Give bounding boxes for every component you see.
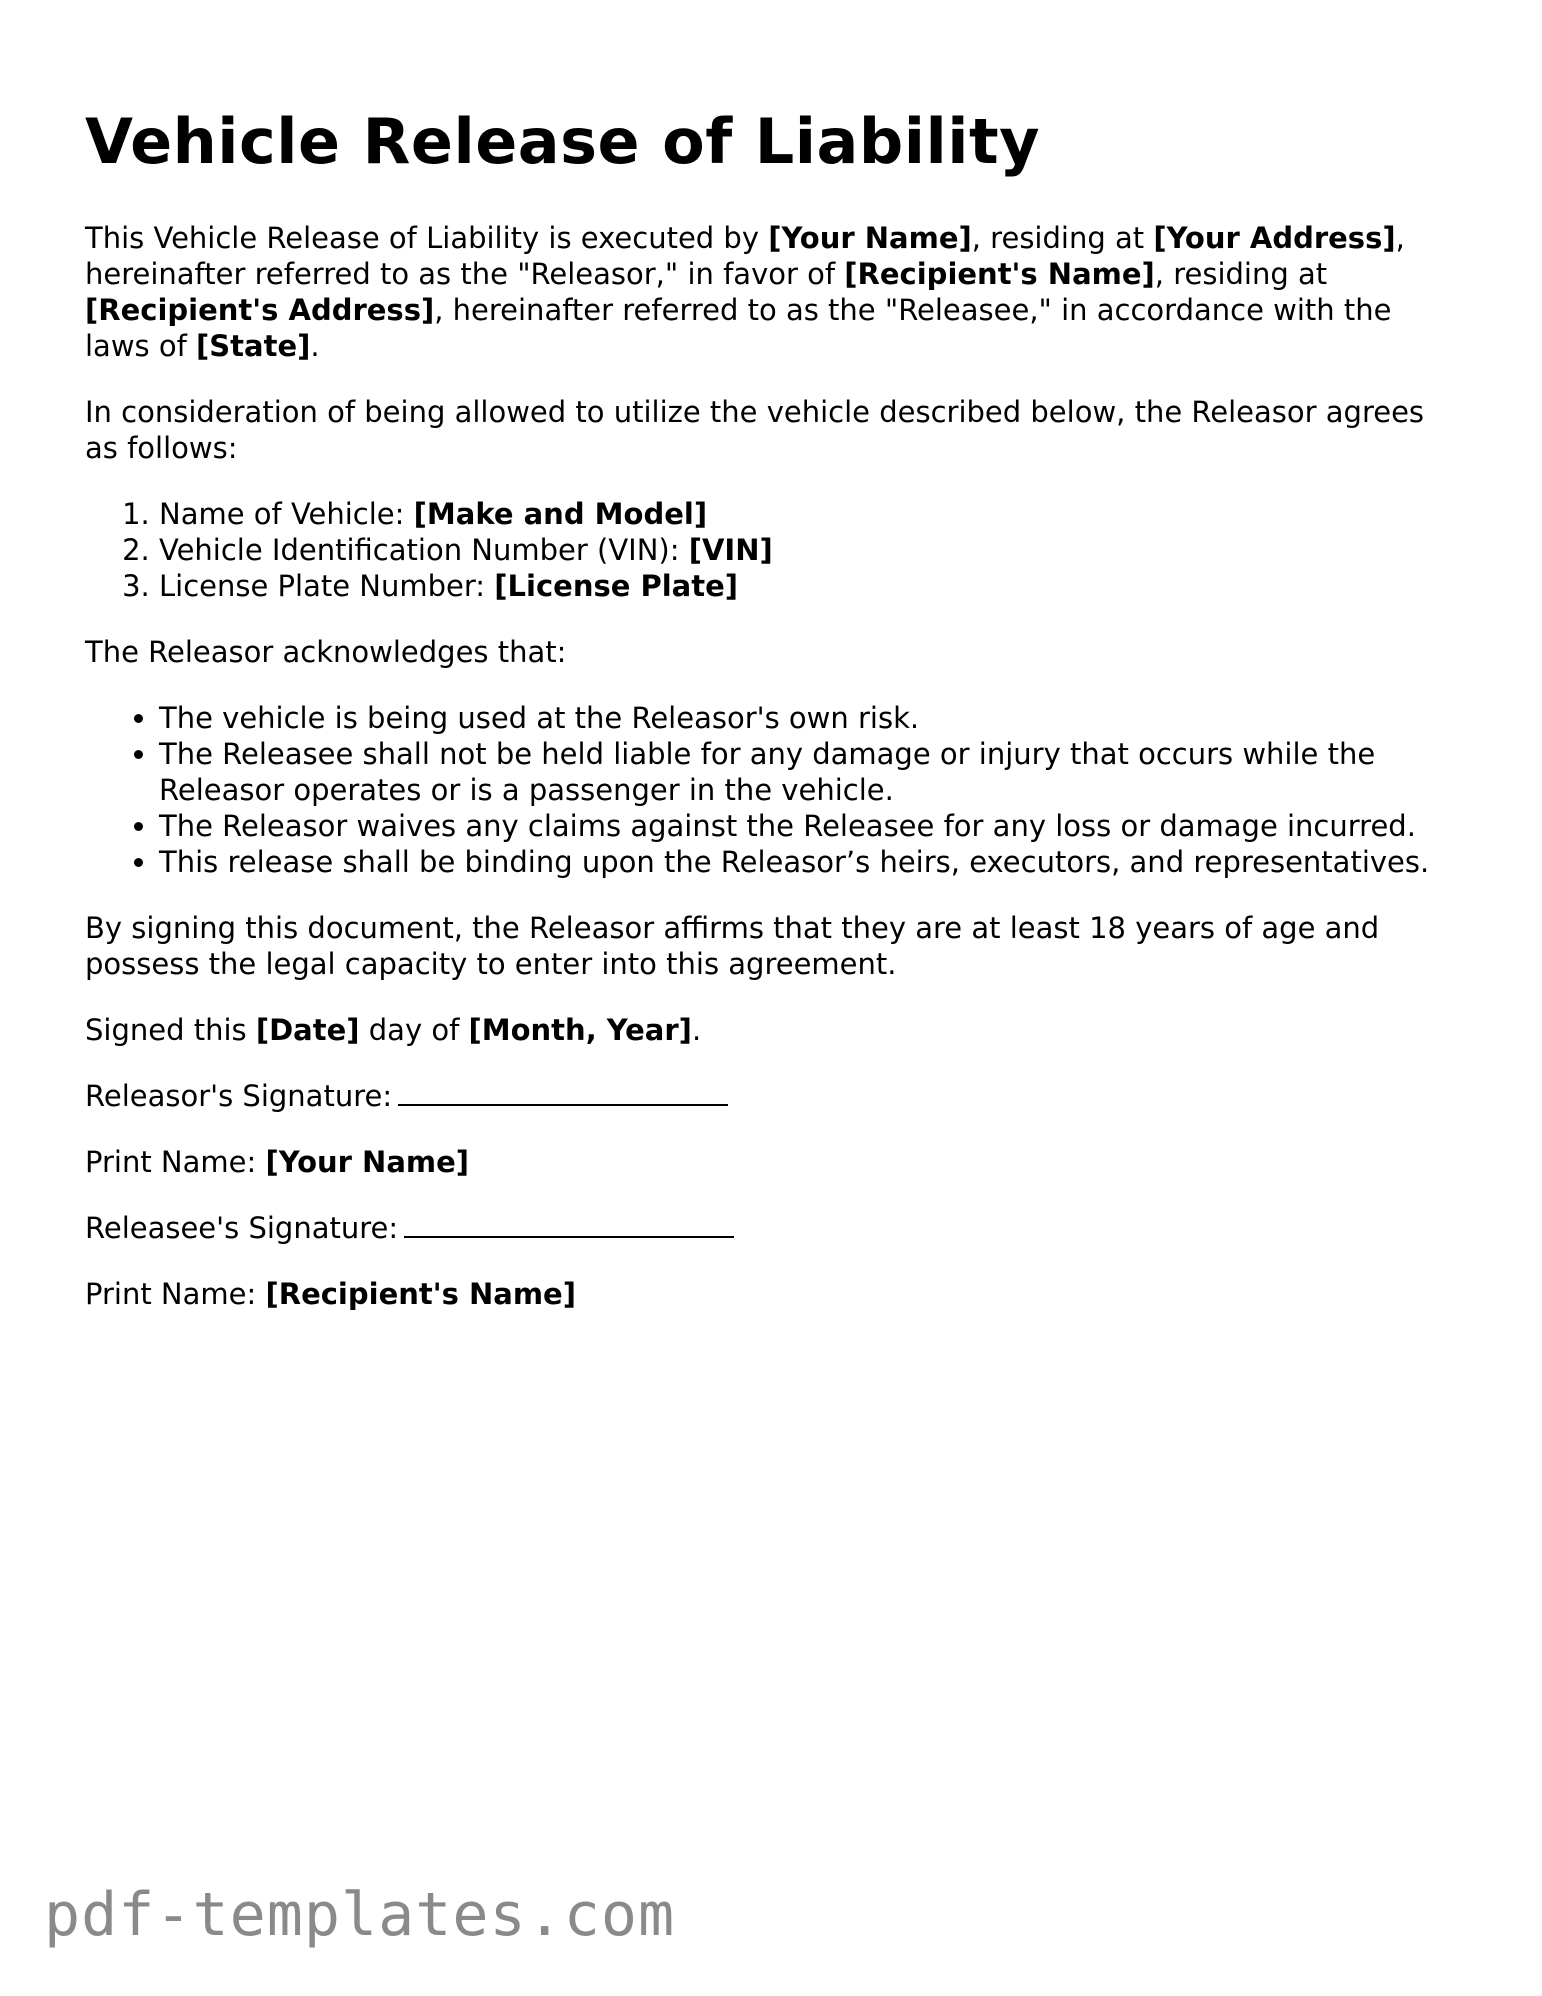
vehicle-details-list: [85, 496, 1465, 604]
list-item: • This release shall be binding upon the Releasor’s heirs, executors, and representatives.: [159, 844, 1465, 880]
affirmation-paragraph: By signing this document, the Releasor affirms that they are at least 18 years of age and possess the legal capacity to enter into this agreement.: [85, 911, 1380, 982]
print-name-releasee: [85, 1276, 1465, 1312]
print-name-value: [Your Name]: [265, 1145, 470, 1180]
releasee-signature-line: [85, 1210, 1465, 1246]
signed-text-1: Signed this: [85, 1013, 256, 1048]
list-item: • The Releasee shall not be held liable for any damage or injury that occurs while the Releasor operates or is a passenger in the vehicle.: [159, 736, 1465, 808]
watermark: pdf-templates.com: [44, 1880, 676, 1950]
vin-value: [VIN]: [688, 533, 773, 568]
intro-text-1: This Vehicle Release of Liability is executed by: [85, 221, 769, 256]
list-item: [159, 568, 1465, 604]
acknowledgement-list: [85, 700, 1465, 880]
releasee-signature-field[interactable]: [404, 1212, 734, 1238]
signed-text-2: day of: [359, 1013, 469, 1048]
vehicle-name-label: Name of Vehicle:: [159, 497, 414, 532]
releasor-signature-line: [85, 1078, 1465, 1114]
intro-text-2: , residing at: [971, 221, 1154, 256]
print-name-value: [Recipient's Name]: [265, 1277, 576, 1312]
intro-your-name: [Your Name]: [768, 221, 972, 256]
license-plate-value: [License Plate]: [494, 569, 739, 604]
signed-text-3: .: [691, 1013, 702, 1048]
intro-text-6: .: [310, 329, 320, 364]
intro-recipient-address: [Recipient's Address]: [85, 293, 435, 328]
license-plate-label: License Plate Number:: [159, 569, 495, 604]
print-name-releasor: [85, 1144, 1465, 1180]
vin-label: Vehicle Identification Number (VIN):: [159, 533, 689, 568]
list-item: [159, 532, 1465, 568]
list-item: • The vehicle is being used at the Releasor's own risk.: [159, 700, 1465, 736]
print-name-label: Print Name:: [85, 1145, 266, 1180]
intro-text-5: , hereinafter referred to as the "Releasee," in accordance with the laws of: [85, 293, 1392, 364]
intro-your-address: [Your Address]: [1153, 221, 1396, 256]
intro-text-3: , hereinafter referred to as the "Releasor," in favor of: [85, 221, 1405, 292]
document-title: Vehicle Release of Liability: [85, 105, 1041, 178]
signed-month-year: [Month, Year]: [468, 1013, 692, 1048]
signed-date-line: [85, 1012, 1465, 1048]
vehicle-name-value: [Make and Model]: [413, 497, 708, 532]
list-item: • The Releasor waives any claims against the Releasee for any loss or damage incurred.: [159, 808, 1465, 844]
releasor-signature-label: Releasor's Signature:: [85, 1079, 393, 1114]
intro-paragraph: [85, 220, 1465, 364]
document-page: [85, 105, 1465, 1342]
intro-recipient-name: [Recipient's Name]: [844, 257, 1155, 292]
signed-date: [Date]: [255, 1013, 360, 1048]
releasee-signature-label: Releasee's Signature:: [85, 1211, 399, 1246]
intro-text-4: , residing at: [1154, 257, 1328, 292]
consideration-paragraph: In consideration of being allowed to utilize the vehicle described below, the Releasor agrees as follows:: [85, 395, 1425, 466]
print-name-label: Print Name:: [85, 1277, 266, 1312]
acknowledges-paragraph: The Releasor acknowledges that:: [85, 635, 567, 670]
releasor-signature-field[interactable]: [398, 1080, 728, 1106]
list-item: [159, 496, 1465, 532]
intro-state: [State]: [196, 329, 311, 364]
